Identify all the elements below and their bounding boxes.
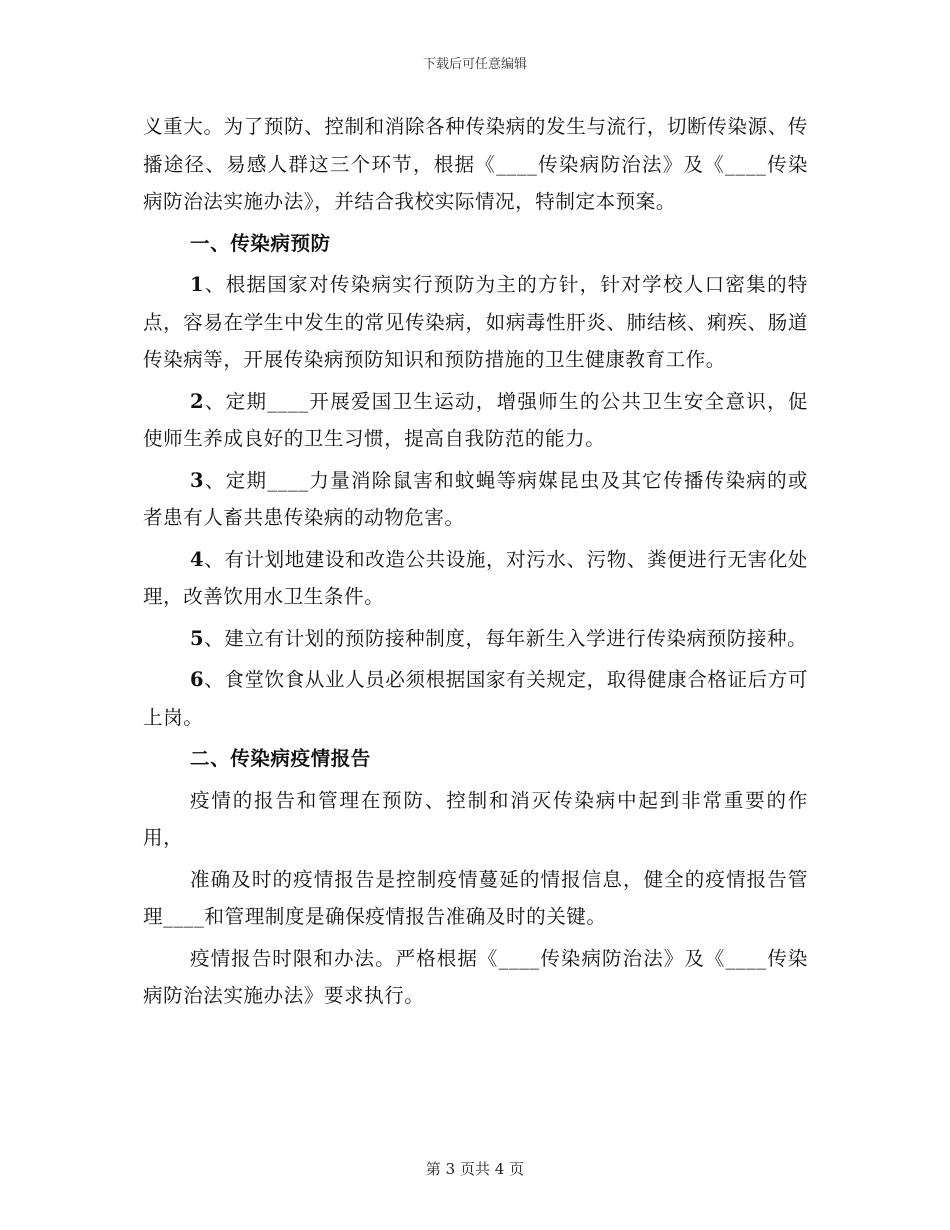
item-text: 、定期____开展爱国卫生运动，增强师生的公共卫生安全意识，促使师生养成良好的卫生习惯，提高自我防范的能力。 [143,389,808,450]
item-text: 、食堂饮食从业人员必须根据国家有关规定，取得健康合格证后方可上岗。 [143,668,808,729]
list-item-4 [143,541,808,616]
item-number: 3 [190,468,205,492]
item-number: 5 [190,626,205,650]
item-text: 、根据国家对传染病实行预防为主的方针，针对学校人口密集的特点，容易在学生中发生的常见传染病，如病毒性肝炎、肺结核、痢疾、肠道传染病等，开展传染病预防知识和预防措施的卫生健康教育工作。 [143,273,808,371]
item-number: 1 [190,273,205,296]
list-item-3 [143,462,808,537]
list-item-2 [143,383,808,458]
item-text: 、定期____力量消除鼠害和蚊蝇等病媒昆虫及其它传播传染病的或者患有人畜共患传染病的动物危害。 [143,468,808,529]
item-text: 、有计划地建设和改造公共设施，对污水、污物、粪便进行无害化处理，改善饮用水卫生条件。 [143,547,808,608]
item-text: 、建立有计划的预防接种制度，每年新生入学进行传染病预防接种。 [204,626,808,650]
item-number: 4 [190,547,205,571]
item-number: 6 [190,668,205,691]
page-footer: 第 3 页共 4 页 [425,1160,525,1178]
paragraph-report-accuracy: 准确及时的疫情报告是控制疫情蔓延的情报信息，健全的疫情报告管理____和管理制度是确保疫情报告准确及时的关键。 [143,867,808,928]
list-item-6 [143,661,808,736]
paragraph-report-deadline: 疫情报告时限和办法。严格根据《____传染病防治法》及《____传染病防治法实施办法》要求执行。 [143,946,808,1007]
section-heading-epidemic-report: 二、传染病疫情报告 [190,747,371,770]
list-item-1 [143,266,808,379]
section-heading-prevention: 一、传染病预防 [190,231,331,255]
item-number: 2 [190,389,205,413]
paragraph-report-importance: 疫情的报告和管理在预防、控制和消灭传染病中起到非常重要的作用， [143,788,808,849]
paragraph-intro: 义重大。为了预防、控制和消除各种传染病的发生与流行，切断传染源、传播途径、易感人群这三个环节，根据《____传染病防治法》及《____传染病防治法实施办法》，并结合我校实际情况，特制定本预案。 [143,115,808,213]
document-body [143,108,808,1015]
page-header: 下载后可任意编辑 [422,57,527,72]
list-item-5 [143,620,808,658]
